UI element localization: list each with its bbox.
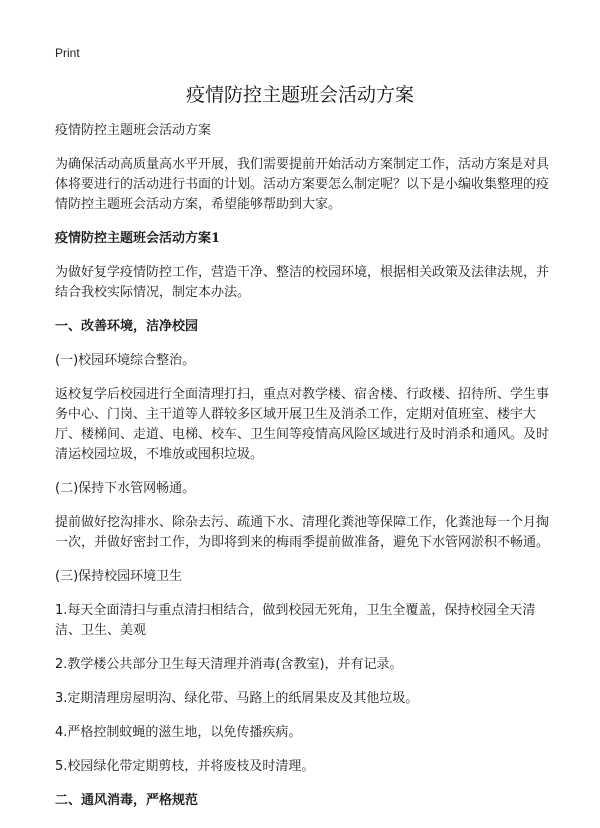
sub2-heading: (二)保持下水管网畅通。 [55,481,196,496]
list-item: 3.定期清理房屋明沟、绿化带、马路上的纸屑果皮及其他垃圾。 [55,691,419,706]
list-item: 2.教学楼公共部分卫生每天清理并消毒(含教室)，并有记录。 [55,657,403,672]
list-item: 5.校园绿化带定期剪枝，并将废枝及时清理。 [55,759,315,774]
sub2-paragraph: 提前做好挖沟排水、除杂去污、疏通下水、清理化粪池等保障工作，化粪池每一个月掏一次，并做好密封工作，为即将到来的梅雨季提前做准备，避免下水管网淤积不畅通。 [55,515,550,550]
page-title: 疫情防控主题班会活动方案 [185,84,414,106]
intro-paragraph: 为确保活动高质量高水平开展，我们需要提前开始活动方案制定工作，活动方案是对具体将要进行的活动进行书面的计划。活动方案要怎么制定呢？以下是小编收集整理的疫情防控主题班会活动方案，希望能够帮助到大家。 [55,157,550,212]
sub3-heading: (三)保持校园环境卫生 [55,569,183,584]
section-intro-paragraph: 为做好复学疫情防控工作，营造干净、整洁的校园环境，根据相关政策及法律法规，并结合我校实际情况，制定本办法。 [55,265,550,300]
sub1-paragraph: 返校复学后校园进行全面清理打扫，重点对教学楼、宿舍楼、行政楼、招待所、学生事务中心、门岗、主干道等人群较多区域开展卫生及消杀工作，定期对值班室、楼宇大厅、楼梯间、走道、电梯、校车、卫生间等疫情高风险区域进行及时消杀和通风。及时清运校园垃圾，不堆放或囤积垃圾。 [55,387,550,462]
section-title: 疫情防控主题班会活动方案1 [55,231,221,246]
sub1-heading: (一)校园环境综合整治。 [55,353,196,368]
list-item: 1.每天全面清扫与重点清扫相结合，做到校园无死角，卫生全覆盖，保持校园全天清洁、卫生、美观 [55,603,536,638]
part1-heading: 一、改善环境，洁净校园 [55,319,199,334]
part2-heading: 二、通风消毒，严格规范 [55,793,199,808]
document-body [55,121,555,825]
print-link[interactable]: Print [55,46,80,60]
list-item: 4.严格控制蚊蝇的滋生地，以免传播疾病。 [55,725,302,740]
document-subtitle: 疫情防控主题班会活动方案 [55,123,212,138]
